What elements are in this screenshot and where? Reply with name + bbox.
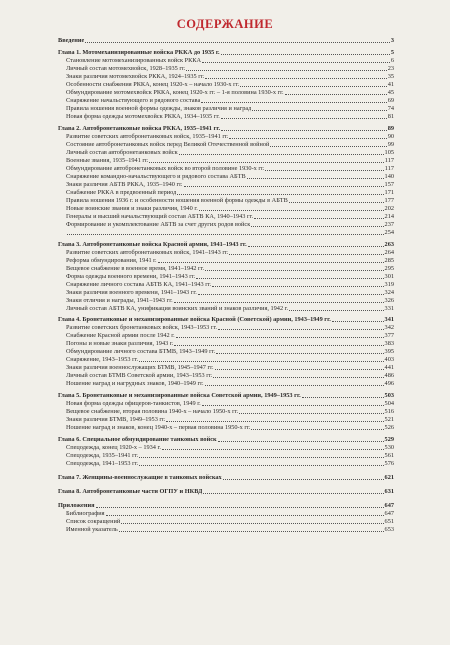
dot-leader bbox=[212, 286, 383, 287]
toc-page-number: 214 bbox=[384, 212, 394, 220]
toc-entry[interactable] bbox=[58, 380, 394, 388]
dot-leader bbox=[149, 162, 383, 163]
toc-page-number: 326 bbox=[384, 296, 394, 304]
toc-page-number: 35 bbox=[387, 72, 394, 80]
toc-page-number: 171 bbox=[384, 188, 394, 196]
toc-entry-title: Знаки различия БТМВ, 1949–1953 гг. bbox=[66, 416, 166, 424]
dot-leader bbox=[139, 361, 383, 362]
toc-page-number: 301 bbox=[384, 272, 394, 280]
toc-entry[interactable] bbox=[58, 452, 394, 460]
toc-entry[interactable] bbox=[58, 132, 394, 140]
dot-leader bbox=[251, 429, 383, 430]
toc-page-number: 69 bbox=[387, 96, 394, 104]
toc-entry[interactable] bbox=[58, 96, 394, 104]
dot-leader bbox=[158, 262, 384, 263]
toc-page-number: 99 bbox=[387, 140, 394, 148]
toc-entry[interactable] bbox=[58, 164, 394, 172]
dot-leader bbox=[218, 441, 384, 442]
dot-leader bbox=[96, 507, 384, 508]
toc-entry-title: Развитие советских автобронетанковых войск, 1941–1943 гг. bbox=[66, 248, 229, 256]
dot-leader bbox=[85, 42, 390, 43]
dot-leader bbox=[67, 234, 384, 235]
toc-entry[interactable] bbox=[58, 56, 394, 64]
toc-page-number: 3 bbox=[390, 36, 394, 44]
dot-leader bbox=[201, 102, 386, 103]
dot-leader bbox=[240, 86, 387, 87]
dot-leader bbox=[213, 377, 383, 378]
dot-leader bbox=[179, 154, 384, 155]
dot-leader bbox=[223, 479, 384, 480]
toc-page-number: 117 bbox=[384, 156, 394, 164]
toc-chapter-entry[interactable] bbox=[58, 124, 394, 132]
toc-entry[interactable] bbox=[58, 172, 394, 180]
toc-entry-title: Знаки различия мотомехвойск РККА, 1924–1935 гг. bbox=[66, 72, 205, 80]
toc-page-number: 5 bbox=[390, 48, 394, 56]
toc-entry-title: Формирование и укомплектование АБТВ за счет других родов войск bbox=[66, 220, 251, 228]
toc-entry[interactable] bbox=[58, 356, 394, 364]
toc-entry[interactable] bbox=[58, 220, 394, 228]
dot-leader bbox=[247, 178, 384, 179]
toc-entry[interactable] bbox=[58, 196, 394, 204]
toc-entry-title: Обмундирование автобронетанковых войск во второй половине 1930-х гг. bbox=[66, 164, 265, 172]
toc-page-number: 6 bbox=[390, 56, 394, 64]
dot-leader bbox=[174, 345, 383, 346]
toc-page-number: 237 bbox=[384, 220, 394, 228]
toc-entry-title: Личный состав АБТВ КА, унификация воинских званий и знаков различия, 1942 г. bbox=[66, 304, 289, 312]
dot-leader bbox=[176, 337, 384, 338]
toc-entry[interactable] bbox=[58, 416, 394, 424]
toc-page-number: 157 bbox=[384, 180, 394, 188]
dot-leader bbox=[139, 457, 383, 458]
toc-entry-title: Реформа обмундирования, 1941 г. bbox=[66, 256, 157, 264]
dot-leader bbox=[251, 226, 383, 227]
toc-page-number: 263 bbox=[384, 240, 394, 248]
toc-entry-title: Личный состав мотомехвойск, 1928–1935 гг. bbox=[66, 64, 186, 72]
toc-entry-title: Новая форма одежды офицеров-танкистов, 1949 г. bbox=[66, 400, 201, 408]
toc-entry-title: Знаки отличия и награды, 1941–1943 гг. bbox=[66, 296, 173, 304]
toc-entry[interactable] bbox=[58, 304, 394, 312]
toc-chapter-entry[interactable] bbox=[58, 36, 394, 44]
toc-page-number: 486 bbox=[384, 372, 394, 380]
toc-entry[interactable] bbox=[58, 518, 394, 526]
toc-entry-title: Развитие советских бронетанковых войск, 1943–1953 гг. bbox=[66, 324, 217, 332]
toc-page-number: 561 bbox=[384, 452, 394, 460]
dot-leader bbox=[119, 531, 384, 532]
dot-leader bbox=[248, 246, 384, 247]
toc-page-number: 45 bbox=[387, 88, 394, 96]
toc-page-number: 496 bbox=[384, 380, 394, 388]
toc-entry[interactable] bbox=[58, 364, 394, 372]
toc-page-number: 254 bbox=[384, 228, 394, 236]
toc-page-number: 105 bbox=[384, 148, 394, 156]
toc-page-number: 576 bbox=[384, 460, 394, 468]
toc-entry-title: Знаки различия военного времени, 1941–1943 гг. bbox=[66, 288, 197, 296]
toc-entry-title: Обмундирование личного состава БТМВ, 1943–1949 гг. bbox=[66, 348, 216, 356]
toc-page-number: 90 bbox=[387, 132, 394, 140]
toc-entry[interactable] bbox=[58, 444, 394, 452]
toc-entry-title: Военные звания, 1935–1941 гг. bbox=[66, 156, 149, 164]
toc-entry[interactable] bbox=[58, 228, 394, 236]
toc-entry[interactable] bbox=[58, 248, 394, 256]
toc-entry-title: Личный состав БТМВ Советской армии, 1943–1953 гг. bbox=[66, 372, 213, 380]
toc-entry-title: Глава 2. Автобронетанковые войска РККА, 1935–1941 гг. bbox=[58, 124, 221, 132]
dot-leader bbox=[139, 465, 383, 466]
toc-page-number: 530 bbox=[384, 444, 394, 452]
toc-entry-title: Ношение наград и знаков, конец 1940-х – первая половина 1950-х гг. bbox=[66, 424, 251, 432]
dot-leader bbox=[174, 302, 384, 303]
toc-entry-title: Состояние автобронетанковых войск перед Великой Отечественной войной bbox=[66, 140, 270, 148]
dot-leader bbox=[289, 310, 383, 311]
toc-entry-title: Спецодежда, 1935–1941 гг. bbox=[66, 452, 139, 460]
toc-entry-title: Глава 8. Автобронетанковые части ОГПУ и НКВД bbox=[58, 488, 203, 496]
toc-chapter-entry[interactable] bbox=[58, 474, 394, 482]
toc-entry-title: Библиография bbox=[66, 510, 105, 518]
toc-page-number: 503 bbox=[384, 392, 394, 400]
toc-chapter-entry[interactable] bbox=[58, 392, 394, 400]
dot-leader bbox=[229, 138, 386, 139]
dot-leader bbox=[177, 194, 383, 195]
toc-entry[interactable] bbox=[58, 400, 394, 408]
page-title: СОДЕРЖАНИЕ bbox=[176, 17, 274, 31]
dot-leader bbox=[270, 146, 386, 147]
toc-entry[interactable] bbox=[58, 256, 394, 264]
table-of-contents bbox=[58, 36, 394, 534]
toc-entry-title: Список сокращений bbox=[66, 518, 121, 526]
toc-entry-title: Именной указатель bbox=[66, 526, 118, 534]
toc-chapter-entry[interactable] bbox=[58, 316, 394, 324]
dot-leader bbox=[302, 397, 384, 398]
toc-entry-title: Развитие советских автобронетанковых войск, 1935–1941 гг. bbox=[66, 132, 229, 140]
dot-leader bbox=[215, 369, 384, 370]
toc-page-number: 651 bbox=[384, 518, 394, 526]
toc-entry[interactable] bbox=[58, 180, 394, 188]
toc-entry-title: Спецодежда, конец 1920-х – 1934 г. bbox=[66, 444, 161, 452]
dot-leader bbox=[202, 405, 384, 406]
toc-entry[interactable] bbox=[58, 424, 394, 432]
toc-entry[interactable] bbox=[58, 64, 394, 72]
toc-entry-title: Введение bbox=[58, 36, 85, 44]
toc-entry[interactable] bbox=[58, 104, 394, 112]
toc-chapter-entry[interactable] bbox=[58, 48, 394, 56]
toc-entry[interactable] bbox=[58, 188, 394, 196]
toc-page-number: 631 bbox=[384, 488, 394, 496]
toc-entry-title: Глава 3. Автобронетанковые войска Красной армии, 1941–1943 гг. bbox=[58, 240, 247, 248]
dot-leader bbox=[252, 110, 386, 111]
toc-page-number: 653 bbox=[384, 526, 394, 534]
toc-page-number: 264 bbox=[384, 248, 394, 256]
toc-page-number: 403 bbox=[384, 356, 394, 364]
toc-page-number: 395 bbox=[384, 348, 394, 356]
toc-entry-title: Глава 4. Бронетанковые и механизированные войска Красной (Советской) армии, 1943–1949 гг. bbox=[58, 316, 331, 323]
toc-page-number: 117 bbox=[384, 164, 394, 172]
toc-entry-title: Новая форма одежды мотомехвойск РККА, 1934–1935 гг. bbox=[66, 112, 220, 120]
dot-leader bbox=[162, 449, 384, 450]
toc-entry[interactable] bbox=[58, 288, 394, 296]
toc-entry[interactable] bbox=[58, 408, 394, 416]
toc-entry[interactable] bbox=[58, 296, 394, 304]
toc-entry[interactable] bbox=[58, 140, 394, 148]
toc-page-number: 177 bbox=[384, 196, 394, 204]
toc-entry[interactable] bbox=[58, 88, 394, 96]
toc-page-number: 647 bbox=[384, 510, 394, 518]
toc-page-number: 529 bbox=[384, 436, 394, 444]
toc-entry-title: Особенности снабжения РККА, конец 1920-х – начало 1930-х гг. bbox=[66, 80, 240, 88]
dot-leader bbox=[205, 78, 386, 79]
toc-entry[interactable] bbox=[58, 340, 394, 348]
toc-page-number: 441 bbox=[384, 364, 394, 372]
dot-leader bbox=[106, 515, 384, 516]
toc-entry-title: Глава 5. Бронетанковые и механизированные войска Советской армии, 1949–1953 гг. bbox=[58, 392, 301, 400]
toc-entry-title: Новые воинские звания и знаки различия, 1940 г. bbox=[66, 204, 198, 212]
toc-page-number: 74 bbox=[387, 104, 394, 112]
toc-page-number: 331 bbox=[384, 304, 394, 312]
toc-page-number: 526 bbox=[384, 424, 394, 432]
dot-leader bbox=[196, 278, 383, 279]
toc-page-number: 285 bbox=[384, 256, 394, 264]
toc-entry-title: Глава 7. Женщины-военнослужащие в танковых войсках bbox=[58, 474, 222, 482]
dot-leader bbox=[203, 493, 383, 494]
dot-leader bbox=[239, 413, 383, 414]
toc-entry[interactable] bbox=[58, 324, 394, 332]
toc-entry[interactable] bbox=[58, 148, 394, 156]
toc-entry-title: Личный состав автобронетанковых войск bbox=[66, 148, 178, 156]
dot-leader bbox=[254, 218, 384, 219]
toc-entry-title: Снаряжение, 1943–1953 гг. bbox=[66, 356, 139, 364]
toc-page-number: 621 bbox=[384, 474, 394, 482]
dot-leader bbox=[186, 70, 386, 71]
toc-entry[interactable] bbox=[58, 526, 394, 534]
dot-leader bbox=[166, 421, 383, 422]
toc-entry-title: Спецодежда, 1941–1953 гг. bbox=[66, 460, 139, 468]
toc-entry-title: Знаки различия АБТВ РККА, 1935–1940 гг. bbox=[66, 180, 183, 188]
dot-leader bbox=[205, 385, 384, 386]
toc-entry[interactable] bbox=[58, 510, 394, 518]
toc-page-number: 319 bbox=[384, 280, 394, 288]
toc-entry-title: Снабжение РККА в предвоенный период bbox=[66, 188, 177, 196]
dot-leader bbox=[221, 118, 387, 119]
toc-entry-title: Форма одежды военного времени, 1941–1943 гг. bbox=[66, 272, 196, 280]
dot-leader bbox=[216, 353, 383, 354]
toc-entry[interactable] bbox=[58, 112, 394, 120]
toc-entry[interactable] bbox=[58, 212, 394, 220]
toc-entry-title: Обмундирование мотомехвойск РККА, конец 1920-х гг. – 1-я половина 1930-х гг. bbox=[66, 88, 284, 96]
toc-chapter-entry[interactable] bbox=[58, 240, 394, 248]
toc-chapter-entry[interactable] bbox=[58, 488, 394, 496]
toc-entry[interactable] bbox=[58, 372, 394, 380]
toc-entry-title: Вещевое снабжение в военное время, 1941–1942 гг. bbox=[66, 264, 205, 272]
toc-entry-title: Приложения bbox=[58, 502, 95, 510]
toc-entry-title: Генералы и высший начальствующий состав АБТВ КА, 1940–1943 гг. bbox=[66, 212, 254, 220]
toc-entry-title: Снабжение Красной армии после 1942 г. bbox=[66, 332, 175, 340]
toc-page-number: 516 bbox=[384, 408, 394, 416]
dot-leader bbox=[184, 186, 384, 187]
dot-leader bbox=[199, 210, 384, 211]
toc-page-number: 324 bbox=[384, 288, 394, 296]
toc-entry-title: Снаряжение командно-начальствующего и рядового состава АБТВ bbox=[66, 172, 246, 180]
toc-page-number: 377 bbox=[384, 332, 394, 340]
dot-leader bbox=[332, 321, 384, 322]
toc-entry-title: Правила ношения 1936 г. и особенности ношения военной формы одежды в АБТВ bbox=[66, 196, 288, 204]
toc-entry[interactable] bbox=[58, 280, 394, 288]
dot-leader bbox=[221, 130, 387, 131]
toc-page-number: 23 bbox=[387, 64, 394, 72]
toc-page-number: 341 bbox=[384, 316, 394, 324]
toc-entry-title: Глава 6. Специальное обмундирование танковых войск bbox=[58, 436, 217, 444]
toc-page-number: 81 bbox=[387, 112, 394, 120]
toc-page-number: 504 bbox=[384, 400, 394, 408]
toc-entry[interactable] bbox=[58, 80, 394, 88]
dot-leader bbox=[229, 254, 383, 255]
dot-leader bbox=[289, 202, 384, 203]
toc-page-number: 41 bbox=[387, 80, 394, 88]
toc-entry[interactable] bbox=[58, 272, 394, 280]
toc-entry[interactable] bbox=[58, 204, 394, 212]
toc-entry-title: Глава 1. Мотомеханизированные войска РККА до 1935 г. bbox=[58, 48, 220, 56]
dot-leader bbox=[205, 270, 383, 271]
dot-leader bbox=[221, 54, 390, 55]
toc-entry-title: Снаряжение начальствующего и рядового состава bbox=[66, 96, 201, 104]
toc-entry[interactable] bbox=[58, 264, 394, 272]
toc-page-number: 647 bbox=[384, 502, 394, 510]
toc-chapter-entry[interactable] bbox=[58, 436, 394, 444]
toc-page-number: 89 bbox=[387, 124, 394, 132]
toc-entry[interactable] bbox=[58, 460, 394, 468]
toc-entry-title: Ношение наград и нагрудных знаков, 1940–1949 гг. bbox=[66, 380, 204, 388]
toc-page-number: 521 bbox=[384, 416, 394, 424]
dot-leader bbox=[121, 523, 383, 524]
toc-page-number: 202 bbox=[384, 204, 394, 212]
toc-entry[interactable] bbox=[58, 332, 394, 340]
dot-leader bbox=[198, 294, 384, 295]
toc-entry-title: Вещевое снабжение, вторая половина 1940-х – начало 1950-х гг. bbox=[66, 408, 239, 416]
toc-entry-title: Знаки различия военнослужащих БТМВ, 1945–1947 гг. bbox=[66, 364, 214, 372]
toc-page-number: 295 bbox=[384, 264, 394, 272]
toc-page-number: 140 bbox=[384, 172, 394, 180]
toc-entry[interactable] bbox=[58, 348, 394, 356]
toc-entry[interactable] bbox=[58, 156, 394, 164]
toc-page-number: 383 bbox=[384, 340, 394, 348]
toc-entry[interactable] bbox=[58, 72, 394, 80]
dot-leader bbox=[218, 329, 384, 330]
dot-leader bbox=[285, 94, 387, 95]
dot-leader bbox=[265, 170, 383, 171]
toc-entry-title: Снаряжение личного состава АБТВ КА, 1941–1943 гг. bbox=[66, 280, 212, 288]
toc-entry-title: Становление мотомеханизированных войск РККА bbox=[66, 56, 202, 64]
toc-entry-title: Погоны и новые знаки различия, 1943 г. bbox=[66, 340, 174, 348]
toc-entry-title: Правила ношения военной формы одежды, знаков различия и наград bbox=[66, 104, 252, 112]
dot-leader bbox=[202, 62, 390, 63]
toc-page-number: 342 bbox=[384, 324, 394, 332]
toc-chapter-entry[interactable] bbox=[58, 502, 394, 510]
